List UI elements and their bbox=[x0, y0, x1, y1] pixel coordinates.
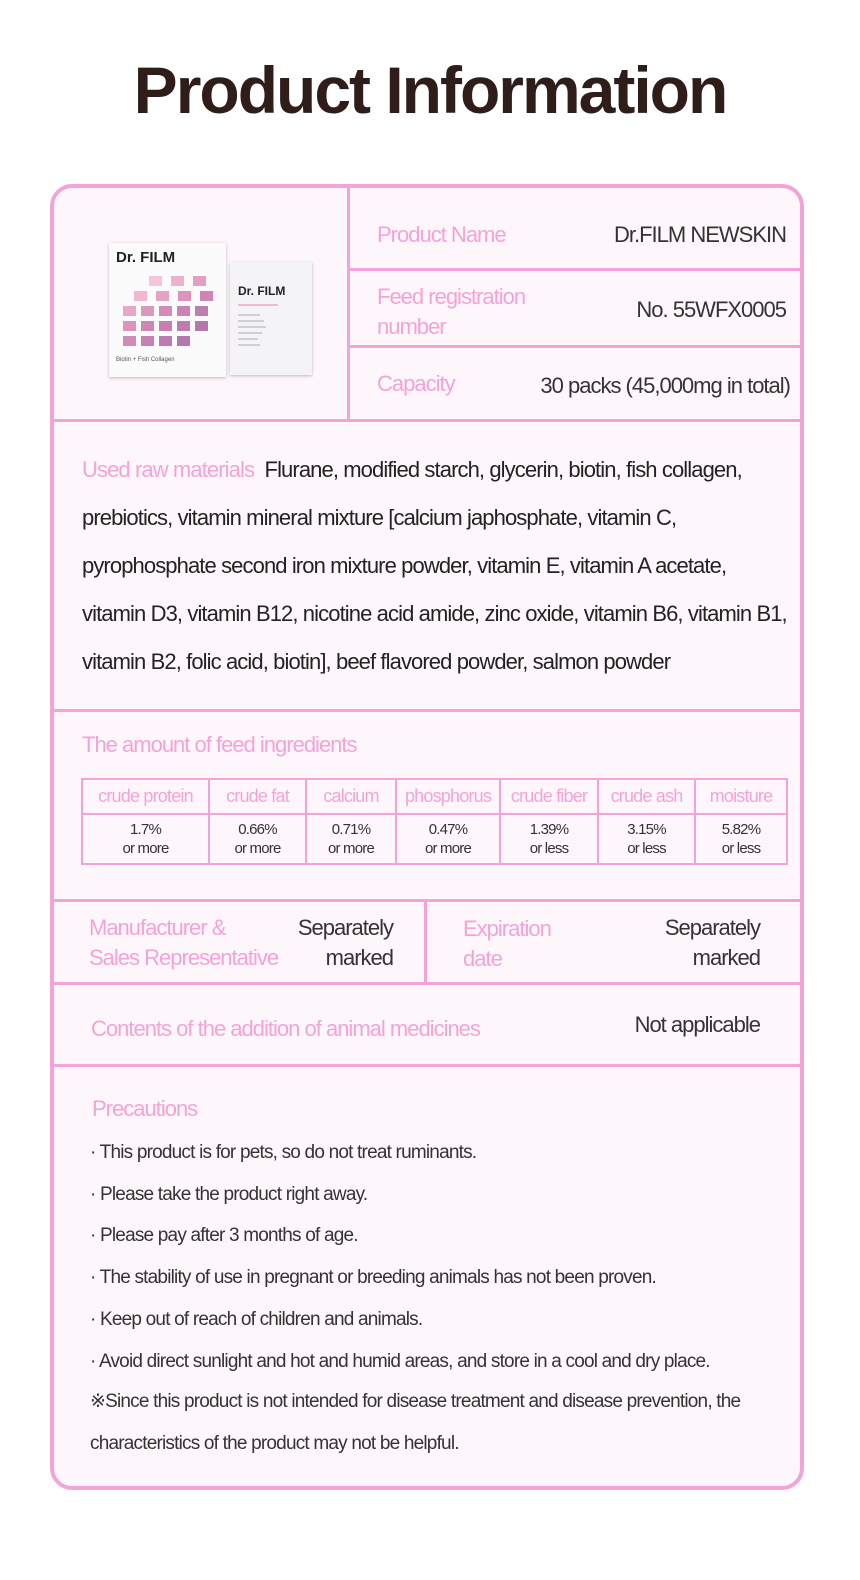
manufacturer-label-2: Sales Representative bbox=[89, 945, 279, 970]
raw-materials-label: Used raw materials bbox=[82, 457, 255, 482]
divider bbox=[350, 345, 800, 348]
ingredient-cell: 5.82% or less bbox=[695, 814, 787, 864]
manufacturer-value: Separately bbox=[297, 915, 393, 940]
ingredient-header: crude fiber bbox=[500, 779, 598, 814]
list-item: · This product is for pets, so do not treat ruminants. bbox=[90, 1142, 477, 1163]
page-title: Product Information bbox=[133, 53, 727, 127]
precautions-list bbox=[90, 1132, 802, 1382]
product-info-card bbox=[50, 184, 804, 1490]
divider bbox=[350, 268, 800, 271]
divider bbox=[424, 899, 427, 985]
raw-materials-text: Flurane, modified starch, glycerin, biotin, fish collagen, prebiotics, vitamin mineral mixture [calcium japhosphate, vitamin C, pyrophosphate second iron mixture powder, vitamin E, vitamin A acetate, vitamin D3, vitamin B12, nicotine acid amide, zinc oxide, vitamin B6, vitamin B1, vitamin B2, folic acid, biotin], beef flavored powder, salmon powder bbox=[82, 457, 787, 674]
box-brand: Dr. FILM bbox=[116, 249, 176, 266]
list-item: · The stability of use in pregnant or breeding animals has not been proven. bbox=[90, 1267, 656, 1289]
capacity-value: 30 packs (45,000mg in total) bbox=[540, 373, 790, 398]
ingredients-title: The amount of feed ingredients bbox=[82, 732, 357, 757]
ingredient-header: crude protein bbox=[82, 779, 209, 814]
ingredient-cell: 1.7% or more bbox=[82, 814, 209, 864]
product-name-label: Product Name bbox=[377, 222, 506, 247]
pouch-brand: Dr. FILM bbox=[238, 284, 286, 298]
divider bbox=[54, 982, 800, 985]
feed-registration-value: No. 55WFX0005 bbox=[636, 297, 786, 322]
divider bbox=[54, 899, 800, 902]
expiration-label: Expiration bbox=[463, 916, 551, 941]
feed-registration-label-2: number bbox=[377, 314, 446, 339]
expiration-value: Separately bbox=[664, 915, 760, 940]
ingredient-cell: 0.71% or more bbox=[306, 814, 396, 864]
list-item: · Keep out of reach of children and animals. bbox=[90, 1308, 423, 1330]
expiration-label-2: date bbox=[463, 946, 502, 971]
ingredient-header: calcium bbox=[306, 779, 396, 814]
product-name-value: Dr.FILM NEWSKIN bbox=[613, 222, 786, 247]
precautions-note: ※Since this product is not intended for disease treatment and disease prevention, the characteristics of the product may not be helpful. bbox=[90, 1391, 741, 1454]
list-item: · Please take the product right away. bbox=[90, 1183, 368, 1205]
product-pouch-image bbox=[230, 262, 312, 375]
divider bbox=[347, 188, 350, 419]
manufacturer-value-2: marked bbox=[325, 945, 393, 970]
feed-registration-label: Feed registration bbox=[377, 284, 526, 309]
capacity-label: Capacity bbox=[377, 371, 455, 396]
precautions-title: Precautions bbox=[92, 1096, 198, 1121]
expiration-value-2: marked bbox=[692, 945, 760, 970]
ingredient-cell: 0.66% or more bbox=[209, 814, 306, 864]
ingredient-header: moisture bbox=[695, 779, 787, 814]
divider bbox=[54, 419, 800, 422]
ingredient-header: phosphorus bbox=[396, 779, 500, 814]
manufacturer-label: Manufacturer & bbox=[89, 915, 226, 940]
list-item: · Please pay after 3 months of age. bbox=[90, 1225, 358, 1247]
product-box-image bbox=[109, 243, 226, 377]
list-item: · Avoid direct sunlight and hot and humid areas, and store in a cool and dry place. bbox=[90, 1350, 710, 1372]
divider bbox=[54, 709, 800, 712]
ingredient-header: crude fat bbox=[209, 779, 306, 814]
ingredient-cell: 3.15% or less bbox=[598, 814, 695, 864]
ingredient-header: crude ash bbox=[598, 779, 695, 814]
raw-materials bbox=[82, 446, 794, 686]
ingredient-cell: 0.47% or more bbox=[396, 814, 500, 864]
ingredient-cell: 1.39% or less bbox=[500, 814, 598, 864]
divider bbox=[54, 1064, 800, 1067]
medicines-label: Contents of the addition of animal medicines bbox=[91, 1016, 480, 1041]
box-caption: Biotin + Fish Collagen bbox=[116, 357, 175, 363]
medicines-value: Not applicable bbox=[634, 1012, 760, 1037]
ingredients-table bbox=[81, 778, 788, 865]
